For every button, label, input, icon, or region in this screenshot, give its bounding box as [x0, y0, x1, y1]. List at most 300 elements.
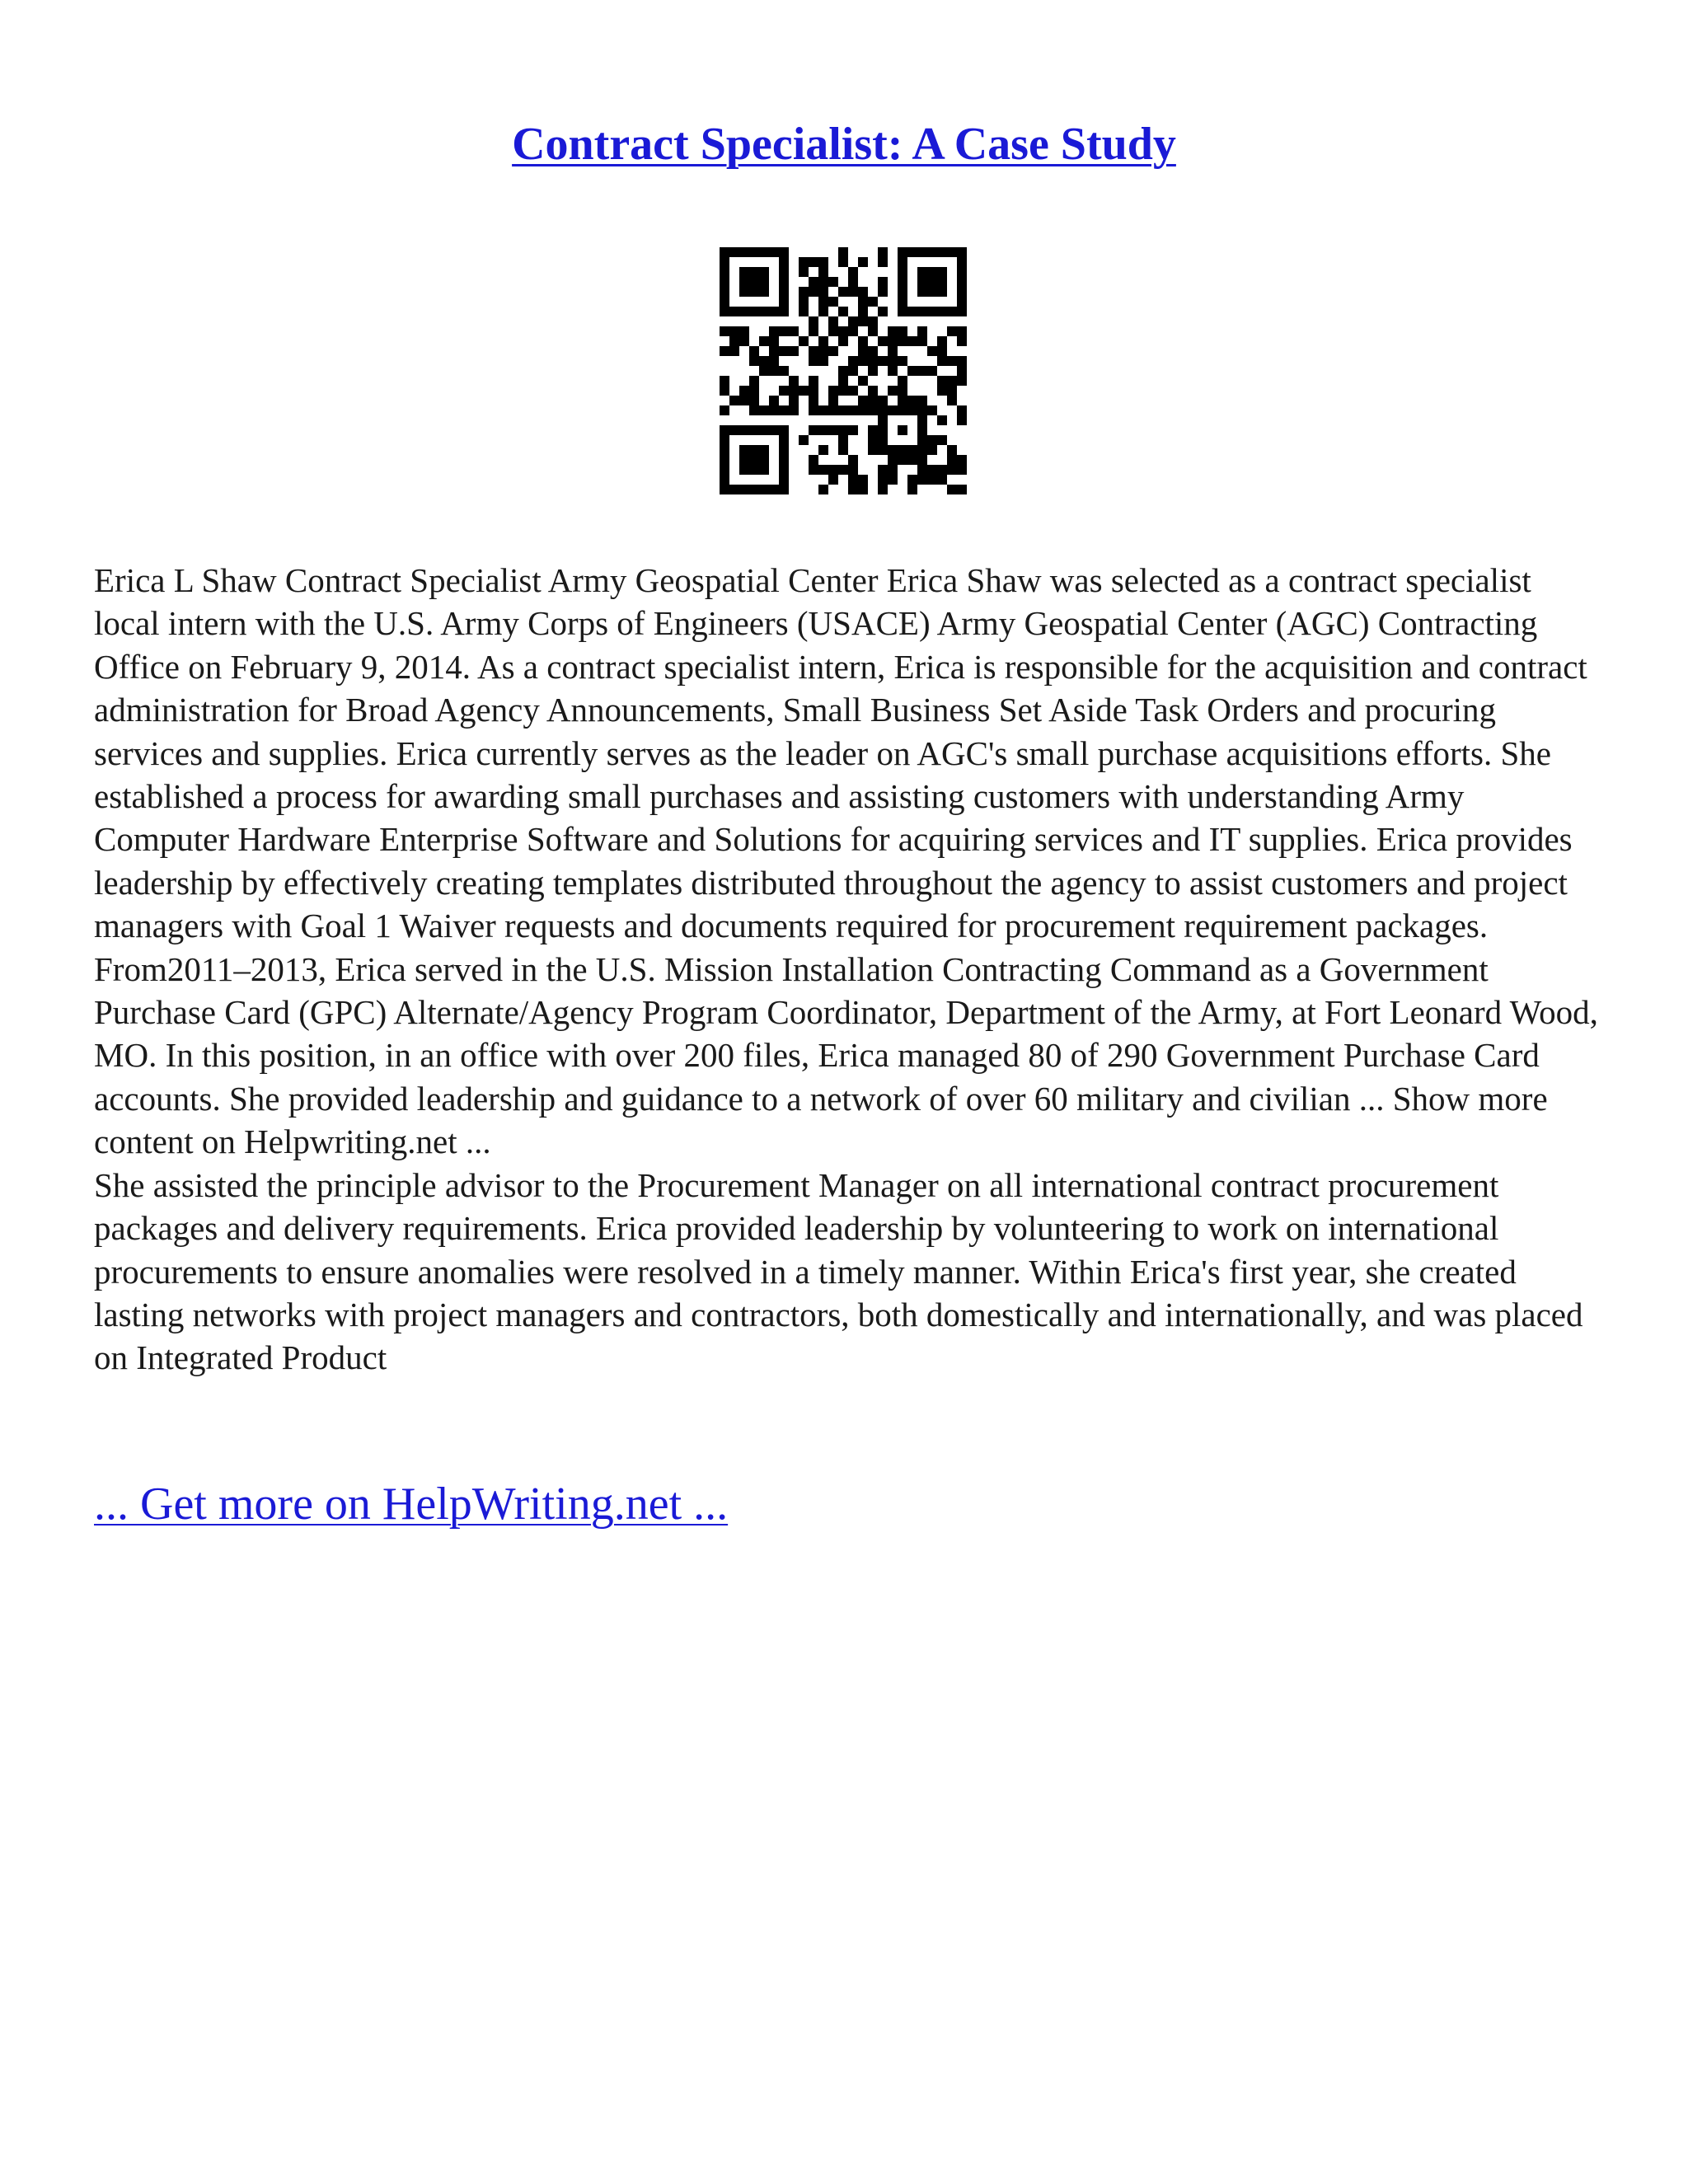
qr-module — [848, 386, 858, 396]
qr-module — [828, 316, 838, 326]
qr-module — [828, 326, 838, 336]
qr-module — [898, 425, 907, 435]
qr-module — [769, 485, 779, 494]
get-more-link[interactable]: ... Get more on HelpWriting.net ... — [94, 1479, 729, 1530]
qr-module — [838, 405, 848, 415]
qr-module — [720, 376, 729, 386]
qr-module — [927, 277, 937, 287]
qr-module — [749, 247, 759, 257]
qr-module — [937, 475, 947, 485]
qr-module — [759, 405, 769, 415]
qr-module — [809, 257, 818, 267]
qr-module — [957, 455, 967, 465]
qr-module — [729, 396, 739, 405]
qr-module — [898, 386, 907, 396]
qr-module — [759, 485, 769, 494]
qr-module — [907, 247, 917, 257]
qr-module — [917, 475, 927, 485]
qr-module — [848, 316, 858, 326]
qr-module — [907, 366, 917, 376]
qr-module — [858, 475, 868, 485]
qr-module — [917, 425, 927, 435]
qr-module — [838, 435, 848, 445]
qr-module — [809, 396, 818, 405]
qr-module — [799, 435, 809, 445]
qr-module — [907, 405, 917, 415]
qr-module — [898, 287, 907, 297]
qr-module — [779, 485, 789, 494]
qr-module — [769, 396, 779, 405]
qr-module — [848, 425, 858, 435]
qr-module — [878, 435, 888, 445]
paragraph-1: Erica L Shaw Contract Specialist Army Geospatial Center Erica Shaw was selected as a contract specialist local intern with the U.S. Army Corps of Engineers (USACE) Army Geospatial Center (AGC) Contracting Office on February 9, 2014. As a contract specialist intern, Erica is responsible for the acquisition and contract administration for Broad Agency Announcements, Small Business Set Aside Task Orders and procuring services and supplies. Erica currently serves as the leader on AGC's small purchase acquisitions efforts. She established a process for awarding small purchases and assisting customers with understanding Army Computer Hardware Enterprise Software and Solutions for acquiring services and IT supplies. Erica provides leadership by effectively creating templates distributed throughout the agency to assist customers and project managers with Goal 1 Waiver requests and documents required for procurement requirement packages. From2011–2013, Erica served in the U.S. Mission Installation Contracting Command as a Government Purchase Card (GPC) Alternate/Agency Program Coordinator, Department of the Army, at Fort Leonard Wood, MO. In this position, in an office with over 200 files, Erica managed 80 of 290 Government Purchase Card accounts. She provided leadership and guidance to a network of over 60 military and civilian ... Show more content on Helpwriting.net ... — [94, 561, 1598, 1161]
qr-module — [739, 396, 749, 405]
qr-module — [937, 247, 947, 257]
qr-module — [878, 287, 888, 297]
qr-module — [868, 445, 878, 455]
qr-module — [838, 366, 848, 376]
qr-module — [809, 356, 818, 366]
qr-module — [878, 475, 888, 485]
qr-module — [809, 277, 818, 287]
qr-module — [957, 307, 967, 316]
qr-module — [937, 336, 947, 346]
qr-module — [878, 396, 888, 405]
qr-module — [809, 465, 818, 475]
qr-module — [917, 415, 927, 425]
qr-module — [828, 405, 838, 415]
qr-module — [898, 326, 907, 336]
qr-module — [779, 366, 789, 376]
qr-module — [828, 346, 838, 356]
qr-module — [720, 475, 729, 485]
qr-module — [937, 415, 947, 425]
qr-module — [917, 396, 927, 405]
qr-module — [720, 465, 729, 475]
qr-module — [898, 277, 907, 287]
qr-module — [878, 465, 888, 475]
qr-module — [739, 485, 749, 494]
qr-module — [927, 465, 937, 475]
qr-module — [809, 425, 818, 435]
qr-module — [957, 287, 967, 297]
qr-module — [937, 465, 947, 475]
qr-module — [739, 465, 749, 475]
qr-module — [957, 405, 967, 415]
qr-module — [937, 356, 947, 366]
qr-module — [858, 485, 868, 494]
qr-module — [779, 326, 789, 336]
qr-module — [828, 297, 838, 307]
qr-module — [858, 336, 868, 346]
qr-module — [720, 405, 729, 415]
qr-module — [838, 445, 848, 455]
qr-module — [917, 445, 927, 455]
qr-module — [779, 307, 789, 316]
qr-module — [898, 307, 907, 316]
qr-module — [749, 386, 759, 396]
qr-module — [937, 267, 947, 277]
qr-module — [957, 277, 967, 287]
qr-module — [898, 455, 907, 465]
qr-module — [828, 425, 838, 435]
qr-module — [957, 376, 967, 386]
qr-module — [927, 435, 937, 445]
get-more-link-container — [94, 1475, 728, 1533]
qr-module — [888, 455, 898, 465]
qr-module — [868, 346, 878, 356]
qr-module — [927, 445, 937, 455]
qr-module — [947, 326, 957, 336]
qr-module — [878, 425, 888, 435]
qr-module — [799, 267, 809, 277]
qr-module — [809, 326, 818, 336]
qr-module — [818, 257, 828, 267]
qr-module — [868, 405, 878, 415]
qr-module — [749, 485, 759, 494]
qr-module — [888, 336, 898, 346]
qr-module — [957, 247, 967, 257]
qr-module — [749, 307, 759, 316]
qr-module — [927, 287, 937, 297]
qr-module — [779, 257, 789, 267]
qr-module — [947, 485, 957, 494]
qr-module — [858, 346, 868, 356]
qr-module — [868, 356, 878, 366]
qr-module — [749, 425, 759, 435]
qr-module — [838, 425, 848, 435]
qr-module — [858, 396, 868, 405]
qr-module — [888, 366, 898, 376]
qr-module — [739, 445, 749, 455]
qr-module — [838, 287, 848, 297]
qr-module — [838, 326, 848, 336]
qr-module — [947, 386, 957, 396]
qr-module — [838, 376, 848, 386]
qr-module — [779, 297, 789, 307]
qr-module — [927, 405, 937, 415]
qr-module — [749, 277, 759, 287]
qr-module — [769, 336, 779, 346]
qr-module — [878, 485, 888, 494]
qr-module — [818, 425, 828, 435]
qr-module — [720, 485, 729, 494]
qr-module — [878, 415, 888, 425]
qr-module — [947, 465, 957, 475]
qr-module — [898, 297, 907, 307]
qr-module — [947, 356, 957, 366]
qr-module — [888, 475, 898, 485]
qr-module — [789, 386, 799, 396]
qr-module — [809, 346, 818, 356]
qr-module — [769, 405, 779, 415]
qr-module — [779, 435, 789, 445]
qr-module — [868, 435, 878, 445]
qr-module — [769, 326, 779, 336]
qr-module — [917, 277, 927, 287]
qr-module — [947, 455, 957, 465]
qr-module — [848, 356, 858, 366]
qr-module — [729, 346, 739, 356]
qr-module — [898, 396, 907, 405]
qr-module — [769, 247, 779, 257]
qr-module — [759, 247, 769, 257]
qr-module — [720, 277, 729, 287]
qr-module — [799, 336, 809, 346]
qr-module — [789, 405, 799, 415]
qr-module — [779, 277, 789, 287]
qr-module — [888, 465, 898, 475]
qr-module — [720, 267, 729, 277]
qr-module — [898, 336, 907, 346]
qr-module — [878, 257, 888, 267]
qr-module — [809, 287, 818, 297]
qr-module — [888, 326, 898, 336]
qr-module — [739, 386, 749, 396]
qr-module — [927, 267, 937, 277]
qr-module — [779, 455, 789, 465]
qr-module — [917, 455, 927, 465]
qr-module — [927, 247, 937, 257]
qr-module — [809, 455, 818, 465]
qr-module — [848, 326, 858, 336]
qr-module — [858, 405, 868, 415]
qr-module — [848, 277, 858, 287]
qr-module — [957, 356, 967, 366]
qr-module — [779, 247, 789, 257]
title-link[interactable]: Contract Specialist: A Case Study — [512, 119, 1176, 170]
qr-module — [739, 336, 749, 346]
page-title — [0, 115, 1688, 173]
qr-module — [739, 455, 749, 465]
qr-module — [898, 405, 907, 415]
qr-module — [809, 376, 818, 386]
qr-module — [917, 435, 927, 445]
qr-module — [917, 307, 927, 316]
qr-module — [818, 297, 828, 307]
qr-module — [937, 277, 947, 287]
qr-module — [828, 386, 838, 396]
qr-module — [838, 257, 848, 267]
qr-module — [779, 386, 789, 396]
qr-module — [888, 356, 898, 366]
qr-module — [888, 346, 898, 356]
qr-module — [947, 396, 957, 405]
qr-module — [749, 287, 759, 297]
qr-module — [868, 316, 878, 326]
qr-module — [888, 405, 898, 415]
qr-module — [927, 346, 937, 356]
qr-module — [957, 366, 967, 376]
qr-module — [769, 356, 779, 366]
qr-module — [749, 356, 759, 366]
qr-module — [957, 485, 967, 494]
qr-module — [917, 287, 927, 297]
qr-module — [898, 445, 907, 455]
qr-module — [759, 287, 769, 297]
qr-module — [838, 465, 848, 475]
qr-module — [720, 297, 729, 307]
qr-module — [828, 396, 838, 405]
qr-module — [848, 455, 858, 465]
qr-module — [917, 326, 927, 336]
qr-module — [739, 267, 749, 277]
qr-module — [927, 307, 937, 316]
qr-module — [848, 475, 858, 485]
qr-module — [799, 297, 809, 307]
qr-module — [720, 307, 729, 316]
qr-module — [779, 445, 789, 455]
qr-module — [809, 316, 818, 326]
qr-module — [878, 445, 888, 455]
qr-module — [848, 287, 858, 297]
qr-module — [907, 455, 917, 465]
qr-module — [937, 287, 947, 297]
qr-module — [838, 307, 848, 316]
qr-module — [749, 405, 759, 415]
qr-module — [759, 366, 769, 376]
qr-module — [957, 297, 967, 307]
qr-module — [947, 376, 957, 386]
qr-module — [937, 307, 947, 316]
qr-module — [759, 307, 769, 316]
qr-module — [759, 445, 769, 455]
qr-module — [957, 465, 967, 475]
qr-module — [729, 425, 739, 435]
qr-module — [917, 366, 927, 376]
qr-module — [779, 346, 789, 356]
qr-module — [789, 346, 799, 356]
qr-module — [898, 376, 907, 386]
qr-module — [789, 376, 799, 386]
qr-module — [809, 405, 818, 415]
qr-module — [878, 307, 888, 316]
qr-module — [917, 405, 927, 415]
qr-module — [868, 366, 878, 376]
qr-module — [957, 326, 967, 336]
qr-module — [779, 287, 789, 297]
qr-module — [868, 297, 878, 307]
qr-module — [848, 405, 858, 415]
qr-module — [749, 465, 759, 475]
qr-module — [828, 465, 838, 475]
qr-module — [818, 405, 828, 415]
paragraph-2: She assisted the principle advisor to the Procurement Manager on all international contract procurement packages and delivery requirements. Erica provided leadership by volunteering to work on international procurements to ensure anomalies were resolved in a timely manner. Within Erica's first year, she created lasting networks with project managers and contractors, both domestically and internationally, and was placed on Integrated Product — [94, 1165, 1583, 1377]
qr-module — [917, 465, 927, 475]
qr-module — [818, 356, 828, 366]
qr-module — [720, 435, 729, 445]
qr-module — [848, 485, 858, 494]
qr-module — [927, 366, 937, 376]
qr-module — [729, 336, 739, 346]
qr-module — [769, 346, 779, 356]
qr-module — [720, 257, 729, 267]
qr-module — [898, 257, 907, 267]
qr-module — [749, 376, 759, 386]
qr-module — [898, 247, 907, 257]
qr-module — [799, 386, 809, 396]
qr-module — [937, 346, 947, 356]
qr-module — [739, 425, 749, 435]
qr-module — [789, 326, 799, 336]
qr-module — [947, 307, 957, 316]
qr-module — [917, 336, 927, 346]
qr-module — [729, 326, 739, 336]
qr-module — [739, 277, 749, 287]
qr-module — [720, 425, 729, 435]
qr-module — [749, 396, 759, 405]
qr-module — [779, 465, 789, 475]
qr-module — [779, 425, 789, 435]
qr-module — [937, 376, 947, 386]
qr-module — [868, 386, 878, 396]
qr-module — [898, 267, 907, 277]
qr-module — [818, 346, 828, 356]
qr-module — [828, 277, 838, 287]
qr-code-icon — [720, 247, 967, 494]
qr-module — [779, 405, 789, 415]
qr-module — [729, 307, 739, 316]
qr-module — [947, 445, 957, 455]
qr-module — [759, 465, 769, 475]
qr-module — [720, 326, 729, 336]
qr-module — [759, 455, 769, 465]
qr-module — [720, 346, 729, 356]
qr-module — [749, 455, 759, 465]
qr-module — [957, 267, 967, 277]
qr-module — [907, 485, 917, 494]
qr-module — [779, 267, 789, 277]
qr-module — [828, 475, 838, 485]
article-body — [94, 559, 1602, 1380]
qr-module — [888, 386, 898, 396]
qr-module — [729, 247, 739, 257]
qr-module — [759, 356, 769, 366]
qr-module — [759, 267, 769, 277]
qr-module — [878, 277, 888, 287]
qr-module — [937, 435, 947, 445]
qr-module — [957, 415, 967, 425]
qr-module — [907, 336, 917, 346]
qr-module — [878, 356, 888, 366]
qr-module — [957, 336, 967, 346]
qr-module — [907, 475, 917, 485]
qr-module — [858, 316, 868, 326]
qr-module — [858, 376, 868, 386]
qr-module — [888, 445, 898, 455]
qr-module — [858, 307, 868, 316]
qr-module — [878, 405, 888, 415]
qr-module — [848, 465, 858, 475]
qr-module — [739, 247, 749, 257]
qr-module — [759, 336, 769, 346]
qr-module — [799, 287, 809, 297]
qr-module — [739, 287, 749, 297]
qr-module — [739, 326, 749, 336]
qr-module — [868, 396, 878, 405]
qr-module — [799, 257, 809, 267]
qr-module — [868, 425, 878, 435]
qr-module — [818, 445, 828, 455]
qr-module — [769, 366, 779, 376]
qr-module — [858, 257, 868, 267]
qr-module — [838, 386, 848, 396]
qr-module — [818, 277, 828, 287]
qr-module — [818, 485, 828, 494]
qr-module — [720, 455, 729, 465]
qr-module — [739, 307, 749, 316]
qr-module — [720, 247, 729, 257]
